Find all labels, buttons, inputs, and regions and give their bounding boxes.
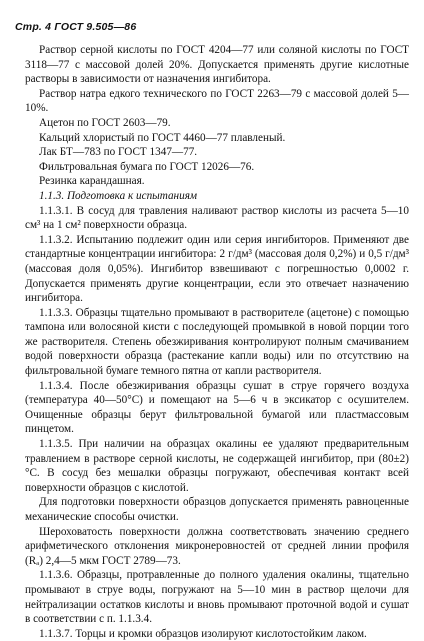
- paragraph-1-1-3-4: 1.1.3.4. После обезжиривания образцы сушат в струе горячего воздуха (температура 40—50°С) и помещают на 5—6 ч в эксикатор с осушителем. Очищенные образцы берут фильтровальной бумагой или пластмассовым пинцетом.: [25, 379, 409, 436]
- paragraph-1-1-3-6: 1.1.3.6. Образцы, протравленные до полного удаления окалины, тщательно промывают в струе воды, погружают на 5—10 мин в раствор щелочи для нейтрализации остатков кислоты и вновь промывают проточной водой и сушат в соответствии с п. 1.1.3.4.: [25, 569, 409, 626]
- paragraph-1-1-3-2: 1.1.3.2. Испытанию подлежит один или серия ингибиторов. Применяют две стандартные концентрации ингибитора: 2 г/дм³ (массовая доля 0,2%) и 0,5 г/дм³ (массовая доля 0,05%). Ингибитор взвешивают с погрешностью 0,0002 г. Допускается применять другие концентрации, если это отвечает назначению ингибитора.: [25, 233, 409, 305]
- paragraph-1-1-3-1: 1.1.3.1. В сосуд для травления наливают раствор кислоты из расчета 5—10 см³ на 1 см² поверхности образца.: [25, 204, 409, 232]
- page-header: Стр. 4 ГОСТ 9.505—86: [15, 21, 137, 33]
- paragraph-calcium-chloride: Кальций хлористый по ГОСТ 4460—77 плавленый.: [39, 131, 286, 144]
- paragraph-eraser: Резинка карандашная.: [39, 175, 145, 188]
- paragraph-naoh: Раствор натра едкого технического по ГОСТ 2263—79 с массовой долей 5—10%.: [25, 87, 409, 115]
- paragraph-acid-solution: Раствор серной кислоты по ГОСТ 4204—77 или соляной кислоты по ГОСТ 3118—77 с массовой долей 20%. Допускается применять другие кислотные растворы в зависимости от назначения ингибитора.: [25, 44, 409, 86]
- paragraph-acetone: Ацетон по ГОСТ 2603—79.: [39, 116, 171, 129]
- paragraph-1-1-3-5: 1.1.3.5. При наличии на образцах окалины ее удаляют предварительным травлением в растворе серной кислоты, не содержащей ингибитор, при (80±2)°С. В сосуд без мешалки образцы погружают, обеспечивая контакт всей поверхности образцов с кислотой.: [25, 438, 409, 494]
- section-heading-text: 1.1.3. Подготовка к испытаниям: [39, 189, 198, 202]
- paragraph-surface-prep: Для подготовки поверхности образцов допускается применять равноценные механические способы очистки.: [25, 496, 409, 523]
- paragraph-lacquer: Лак БТ—783 по ГОСТ 1347—77.: [39, 146, 198, 159]
- paragraph-1-1-3-3: 1.1.3.3. Образцы тщательно промывают в растворителе (ацетоне) с помощью тампона или волосяной кисти с последующей промывкой в новой порции того же растворителя. Степень обезжиривания контролируют полным смачиванием водой поверхности образца (растекание капли воды) или по отсутствию на фильтровальной бумаге темного пятна от капли растворителя.: [25, 306, 409, 378]
- paragraph-roughness: Шероховатость поверхности должна соответствовать значению среднего арифметического отклонения микронеровностей от средней линии профиля (Rₐ) 2,4—5 мкм ГОСТ 2789—73.: [25, 525, 409, 567]
- document-body: [25, 43, 409, 641]
- paragraph-1-1-3-7: 1.1.3.7. Торцы и кромки образцов изолируют кислотостойким лаком.: [39, 627, 367, 640]
- section-heading: [25, 189, 409, 204]
- paragraph-filter-paper: Фильтровальная бумага по ГОСТ 12026—76.: [39, 160, 255, 173]
